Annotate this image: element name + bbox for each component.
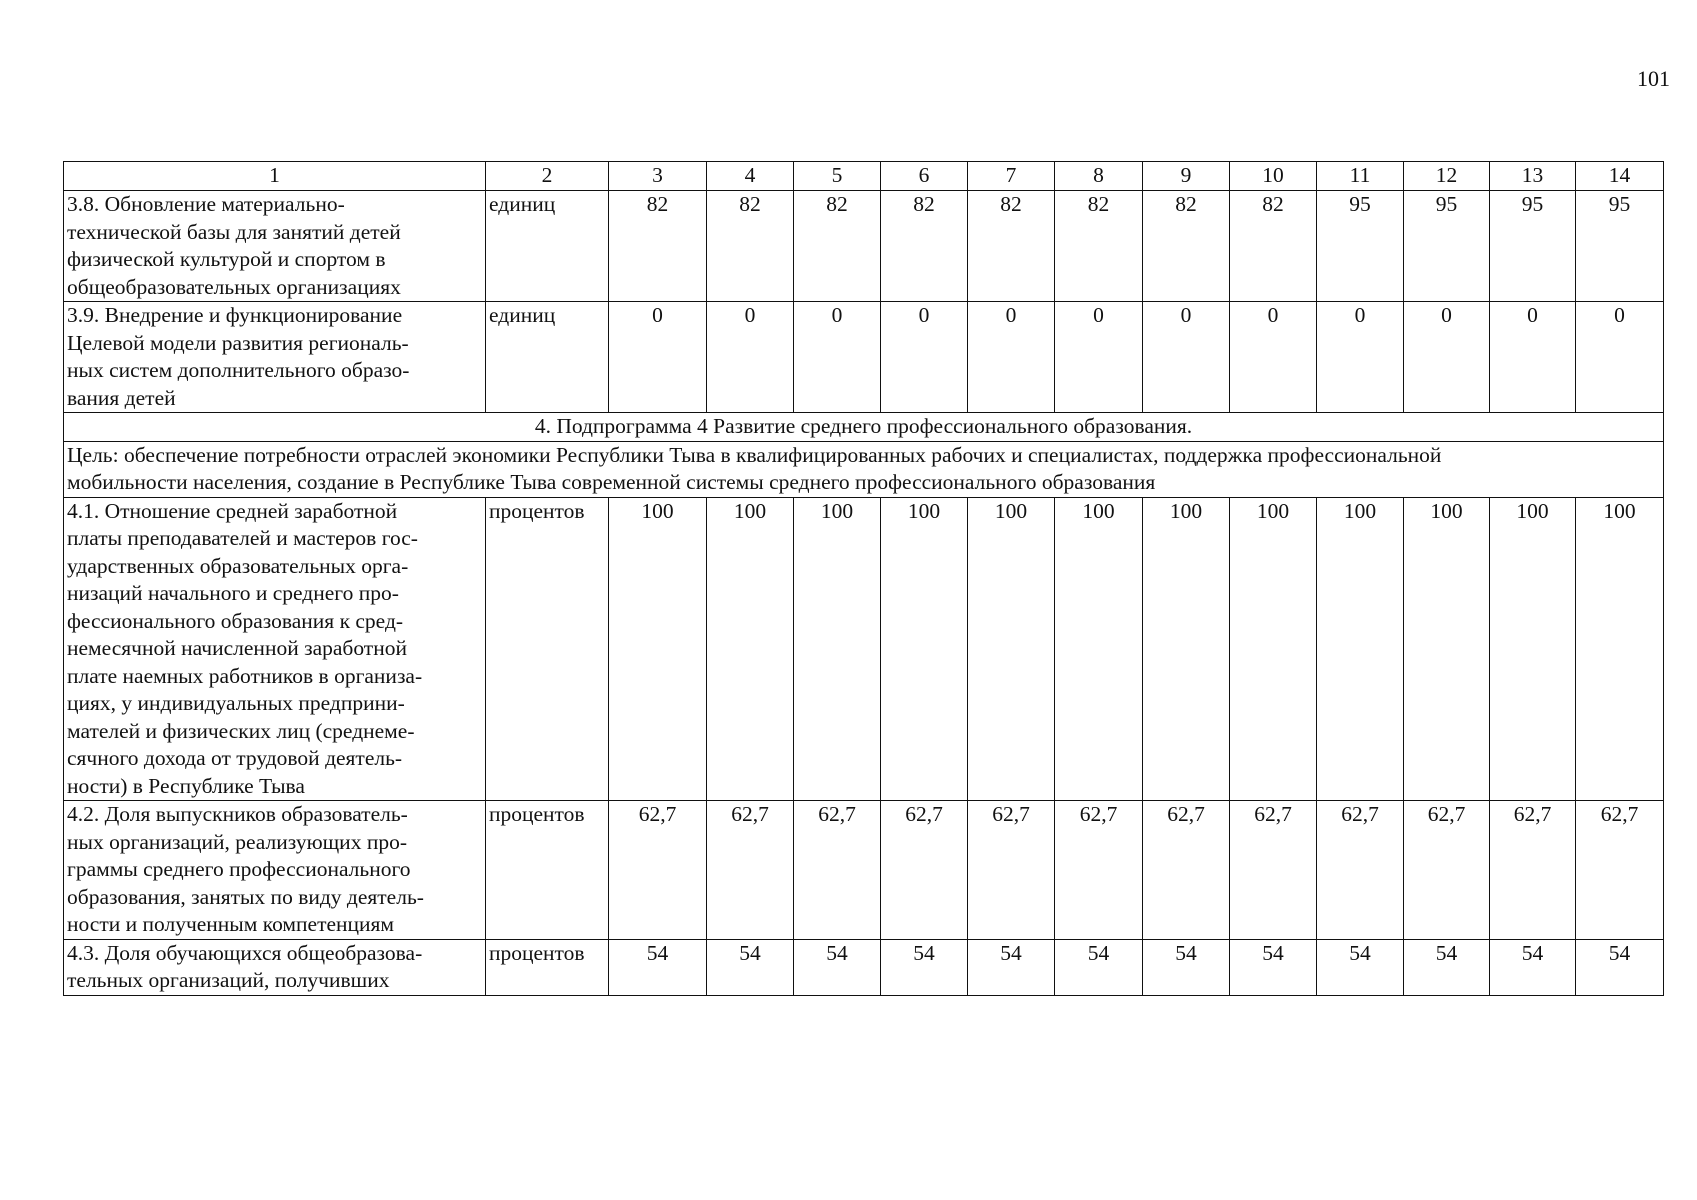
indicator-row: [64, 939, 1664, 995]
value-cell: 0: [707, 302, 794, 413]
column-number: 2: [486, 162, 609, 191]
indicator-text-line: 4.1. Отношение средней заработной: [67, 498, 398, 523]
value-cell: 95: [1576, 191, 1664, 302]
indicator-text-line: тельных организаций, получивших: [67, 968, 390, 992]
value-cell: 82: [707, 191, 794, 302]
value-cell: 82: [968, 191, 1055, 302]
unit-cell: единиц: [486, 302, 609, 413]
indicator-text-line: Целевой модели развития региональ-: [67, 330, 409, 355]
indicator-text-line: 4.2. Доля выпускников образователь-: [67, 802, 408, 826]
goal-row: [64, 441, 1664, 497]
column-number: 9: [1143, 162, 1230, 191]
value-cell: 0: [794, 302, 881, 413]
value-cell: 82: [1230, 191, 1317, 302]
indicator-text-line: образования, занятых по виду деятель-: [67, 884, 424, 909]
unit-cell: процентов: [486, 497, 609, 801]
indicator-row: [64, 191, 1664, 302]
value-cell: 0: [1490, 302, 1576, 413]
value-cell: 82: [1055, 191, 1143, 302]
value-cell: 54: [1404, 939, 1490, 995]
value-cell: 54: [1317, 939, 1404, 995]
value-cell: 0: [968, 302, 1055, 413]
indicator-text-line: плате наемных работников в организа-: [67, 663, 423, 688]
indicator-name: [64, 302, 486, 413]
indicator-text-line: сячного дохода от трудовой деятель-: [67, 746, 403, 770]
value-cell: 54: [1143, 939, 1230, 995]
indicator-name: [64, 939, 486, 995]
column-number: 8: [1055, 162, 1143, 191]
value-cell: 100: [1404, 497, 1490, 801]
value-cell: 62,7: [707, 801, 794, 940]
page-number: 101: [1637, 66, 1670, 91]
value-cell: 0: [609, 302, 707, 413]
value-cell: 82: [794, 191, 881, 302]
value-cell: 100: [707, 497, 794, 801]
value-cell: 100: [1576, 497, 1664, 801]
value-cell: 100: [1055, 497, 1143, 801]
column-number: 3: [609, 162, 707, 191]
value-cell: 62,7: [1055, 801, 1143, 940]
value-cell: 62,7: [1143, 801, 1230, 940]
indicator-row: [64, 497, 1664, 801]
column-number: 4: [707, 162, 794, 191]
indicator-row: [64, 302, 1664, 413]
unit-cell: процентов: [486, 801, 609, 940]
unit-cell: единиц: [486, 191, 609, 302]
value-cell: 62,7: [1404, 801, 1490, 940]
value-cell: 0: [1055, 302, 1143, 413]
section-title: 4. Подпрограмма 4 Развитие среднего профессионального образования.: [64, 413, 1664, 442]
indicator-row: [64, 801, 1664, 940]
indicators-table: [63, 161, 1664, 996]
indicator-text-line: платы преподавателей и мастеров гос-: [67, 526, 418, 550]
value-cell: 54: [794, 939, 881, 995]
indicator-text-line: циях, у индивидуальных предприни-: [67, 691, 405, 715]
value-cell: 62,7: [794, 801, 881, 940]
column-number: 10: [1230, 162, 1317, 191]
indicator-text-line: ударственных образовательных орга-: [67, 553, 409, 578]
indicator-text-line: общеобразовательных организациях: [67, 274, 401, 299]
indicator-text-line: граммы среднего профессионального: [67, 857, 411, 881]
indicator-text-line: ности) в Республике Тыва: [67, 773, 305, 798]
value-cell: 95: [1317, 191, 1404, 302]
column-number: 11: [1317, 162, 1404, 191]
indicator-text-line: ности и полученным компетенциям: [67, 912, 395, 936]
goal-text-line: мобильности населения, создание в Республике Тыва современной системы среднего профессионального образования: [67, 470, 1156, 494]
goal-text-line: Цель: обеспечение потребности отраслей экономики Республики Тыва в квалифицированных рабочих и специалистах, поддержка профессиональной: [67, 442, 1442, 467]
column-number: 14: [1576, 162, 1664, 191]
indicator-text-line: 4.3. Доля обучающихся общеобразова-: [67, 940, 423, 965]
column-number: 5: [794, 162, 881, 191]
column-number-row: [64, 162, 1664, 191]
indicator-text-line: технической базы для занятий детей: [67, 219, 401, 244]
indicator-text-line: 3.9. Внедрение и функционирование: [67, 303, 403, 327]
section-goal: [64, 441, 1664, 497]
value-cell: 82: [609, 191, 707, 302]
value-cell: 100: [968, 497, 1055, 801]
value-cell: 100: [1230, 497, 1317, 801]
value-cell: 0: [1576, 302, 1664, 413]
column-number: 13: [1490, 162, 1576, 191]
value-cell: 54: [881, 939, 968, 995]
value-cell: 82: [881, 191, 968, 302]
value-cell: 54: [1230, 939, 1317, 995]
value-cell: 95: [1490, 191, 1576, 302]
value-cell: 62,7: [1230, 801, 1317, 940]
unit-cell: процентов: [486, 939, 609, 995]
indicator-text-line: мателей и физических лиц (среднеме-: [67, 718, 415, 743]
value-cell: 54: [1576, 939, 1664, 995]
column-number: 12: [1404, 162, 1490, 191]
indicator-text-line: вания детей: [67, 385, 176, 410]
indicator-name: [64, 497, 486, 801]
value-cell: 54: [707, 939, 794, 995]
value-cell: 54: [1490, 939, 1576, 995]
value-cell: 100: [609, 497, 707, 801]
column-number: 6: [881, 162, 968, 191]
indicator-text-line: фессионального образования к сред-: [67, 608, 404, 633]
value-cell: 0: [1317, 302, 1404, 413]
indicator-name: [64, 191, 486, 302]
value-cell: 62,7: [1576, 801, 1664, 940]
value-cell: 54: [1055, 939, 1143, 995]
indicator-text-line: 3.8. Обновление материально-: [67, 192, 345, 216]
value-cell: 62,7: [1490, 801, 1576, 940]
value-cell: 100: [1490, 497, 1576, 801]
column-number: 7: [968, 162, 1055, 191]
value-cell: 54: [609, 939, 707, 995]
value-cell: 100: [881, 497, 968, 801]
value-cell: 100: [794, 497, 881, 801]
value-cell: 0: [1404, 302, 1490, 413]
indicator-text-line: ных организаций, реализующих про-: [67, 829, 407, 854]
indicator-text-line: физической культурой и спортом в: [67, 247, 386, 271]
indicator-text-line: немесячной начисленной заработной: [67, 636, 407, 660]
value-cell: 100: [1143, 497, 1230, 801]
value-cell: 62,7: [881, 801, 968, 940]
value-cell: 62,7: [609, 801, 707, 940]
value-cell: 0: [881, 302, 968, 413]
value-cell: 62,7: [968, 801, 1055, 940]
section-title-row: [64, 413, 1664, 442]
indicator-name: [64, 801, 486, 940]
value-cell: 0: [1230, 302, 1317, 413]
value-cell: 100: [1317, 497, 1404, 801]
value-cell: 54: [968, 939, 1055, 995]
value-cell: 62,7: [1317, 801, 1404, 940]
value-cell: 95: [1404, 191, 1490, 302]
column-number: 1: [64, 162, 486, 191]
indicator-text-line: ных систем дополнительного образо-: [67, 358, 410, 382]
value-cell: 0: [1143, 302, 1230, 413]
value-cell: 82: [1143, 191, 1230, 302]
indicator-text-line: низаций начального и среднего про-: [67, 581, 399, 605]
